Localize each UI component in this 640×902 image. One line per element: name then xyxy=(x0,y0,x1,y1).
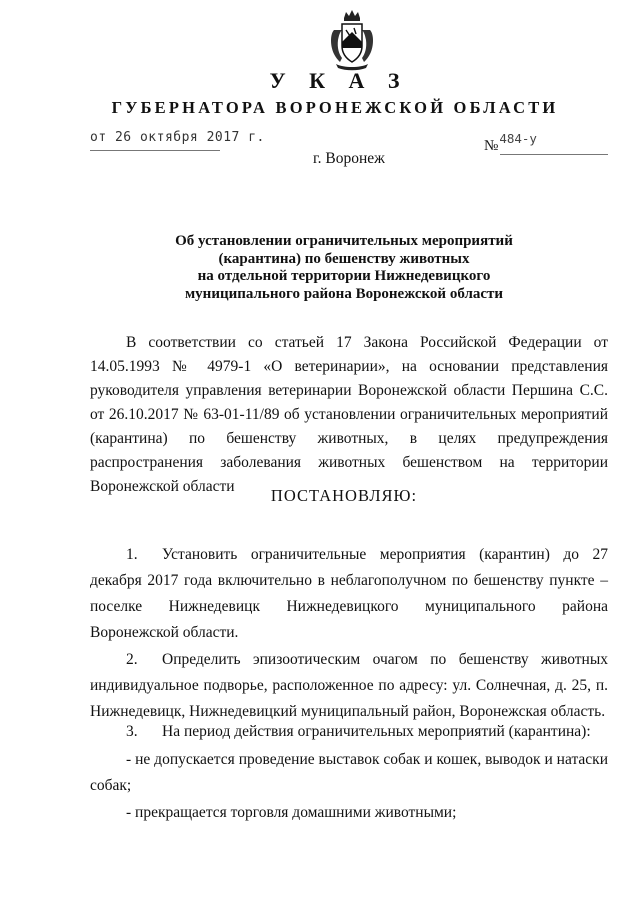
number-sign: № xyxy=(484,138,499,154)
item-3 xyxy=(90,719,608,745)
coat-of-arms-icon xyxy=(320,8,384,72)
heading-line: Об установлении ограничительных мероприятий xyxy=(175,233,513,249)
number-underline xyxy=(500,154,608,155)
item-number: 2. xyxy=(126,651,138,668)
dash-item: - не допускается проведение выставок собак и кошек, выводок и натаски собак; xyxy=(90,751,608,794)
date-underline xyxy=(90,150,220,151)
document-heading xyxy=(0,233,640,303)
heading-line: муниципального района Воронежской области xyxy=(184,285,504,302)
document-subtitle: ГУБЕРНАТОРА ВОРОНЕЖСКОЙ ОБЛАСТИ xyxy=(111,98,559,117)
document-number xyxy=(484,131,537,155)
resolve-heading: ПОСТАНОВЛЯЮ: xyxy=(270,486,418,505)
heading-line: на отдельной территории Нижнедевицкого xyxy=(197,268,491,284)
number-value: 484-у xyxy=(499,131,537,146)
item-text: Определить эпизоотическим очагом по бешенству животных индивидуальное подворье, расположенное по адресу: ул. Солнечная, д. 25, п. Нижнедевицк, Нижнедевицкий муниципальный район, Воронежская область. xyxy=(90,651,608,720)
item-text: На период действия ограничительных мероприятий (карантина): xyxy=(162,723,591,740)
item-number: 1. xyxy=(126,546,138,563)
intro-paragraph: В соответствии со статьей 17 Закона Российской Федерации от 14.05.1993 № 4979-1 «О ветеринарии», на основании представления руководителя управления ветеринарии Воронежской области Першина С.С. от 26.10.2017 № 63-01-11/89 об установлении ограничительных мероприятий (карантина) по бешенству животных, в целях предупреждения распространения заболевания животных бешенством на территории Воронежской области xyxy=(90,334,608,495)
item-1 xyxy=(90,542,608,646)
item-2 xyxy=(90,647,608,725)
document-city: г. Воронеж xyxy=(313,150,385,167)
document-date: от 26 октября 2017 г. xyxy=(90,130,265,145)
item-text: Установить ограничительные мероприятия (карантин) до 27 декабря 2017 года включительно в неблагополучном по бешенству пункте – поселке Нижнедевицк Нижнедевицкого муниципального района Воронежской области. xyxy=(90,546,608,641)
heading-line: (карантина) по бешенству животных xyxy=(218,250,470,267)
dash-item: - прекращается торговля домашними животными; xyxy=(126,804,457,821)
document-title: У К А З xyxy=(269,68,409,93)
item-number: 3. xyxy=(126,723,138,740)
